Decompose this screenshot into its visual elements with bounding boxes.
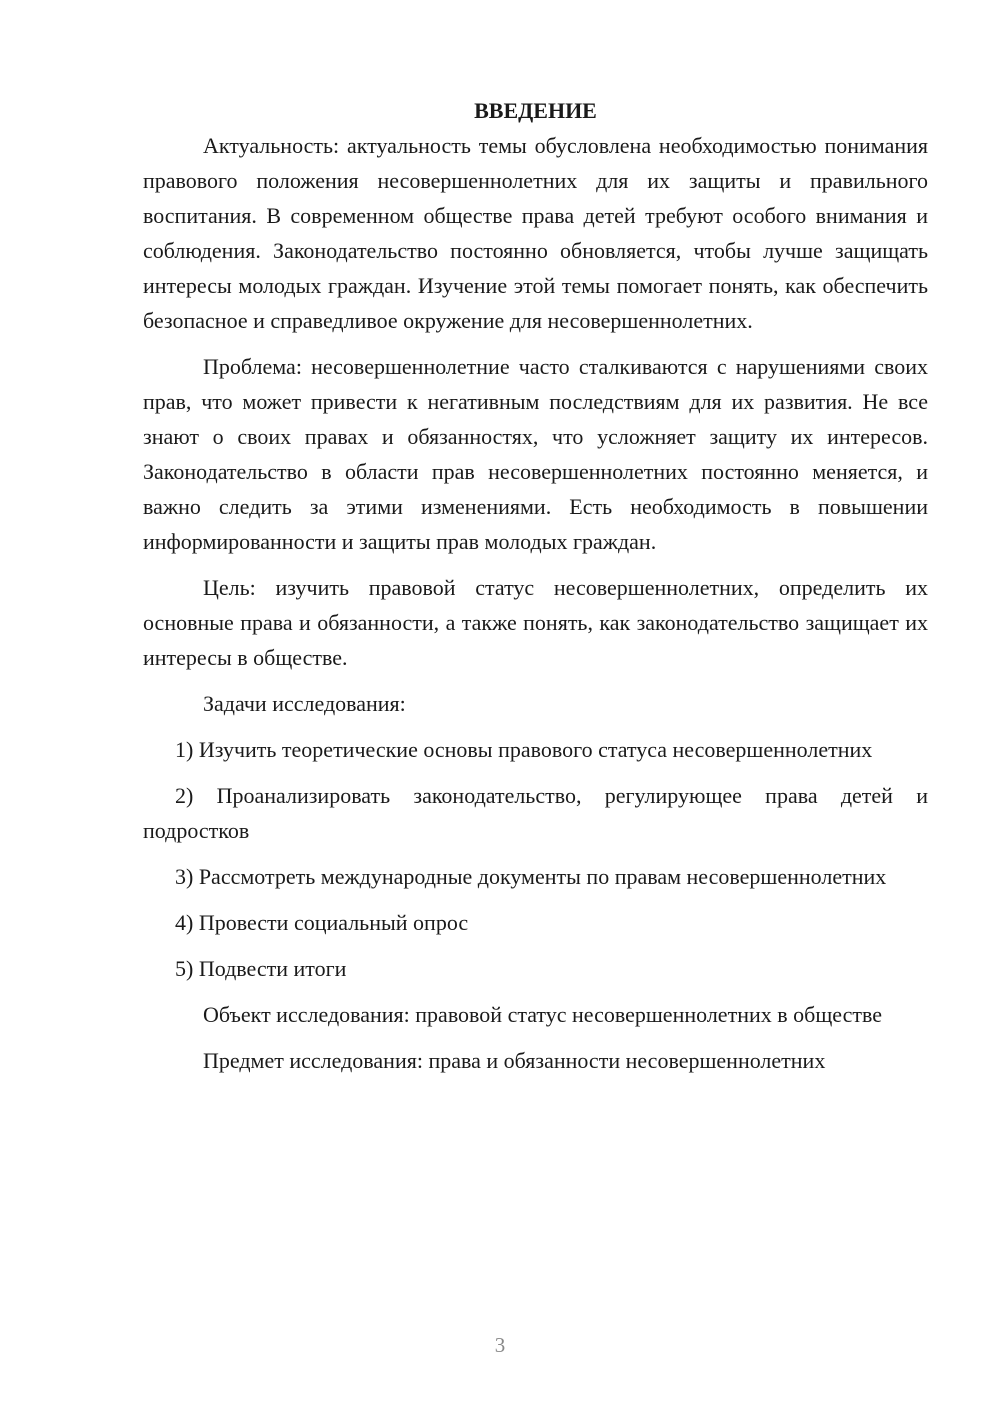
tasks-heading: Задачи исследования:	[203, 691, 406, 716]
relevance-paragraph: Актуальность: актуальность темы обусловлена необходимостью понимания правового положения несовершеннолетних для их защиты и правильного воспитания. В современном обществе права детей требуют особого внимания и соблюдения. Законодательство постоянно обновляется, чтобы лучше защищать интересы молодых граждан. Изучение этой темы помогает понять, как обеспечить безопасное и справедливое окружение для несовершеннолетних.	[143, 133, 928, 333]
problem-paragraph: Проблема: несовершеннолетние часто сталкиваются с нарушениями своих прав, что может привести к негативным последствиям для их развития. Не все знают о своих правах и обязанностях, что усложняет защиту их интересов. Законодательство в области прав несовершеннолетних постоянно меняется, и важно следить за этими изменениями. Есть необходимость в повышении информированности и защиты прав молодых граждан.	[143, 354, 928, 554]
task-item: 4) Провести социальный опрос	[175, 910, 469, 935]
goal-paragraph: Цель: изучить правовой статус несовершеннолетних, определить их основные права и обязанности, а также понять, как законодательство защищает их интересы в обществе.	[143, 575, 928, 670]
document-page	[143, 93, 928, 1089]
subject-paragraph: Предмет исследования: права и обязанности несовершеннолетних	[203, 1048, 826, 1073]
task-item: 1) Изучить теоретические основы правового статуса несовершеннолетних	[175, 737, 873, 762]
task-item: 3) Рассмотреть международные документы по правам несовершеннолетних	[175, 864, 887, 889]
page-number: 3	[494, 1333, 506, 1357]
task-item: 5) Подвести итоги	[175, 956, 347, 981]
object-paragraph: Объект исследования: правовой статус несовершеннолетних в обществе	[203, 1002, 882, 1027]
task-item: 2) Проанализировать законодательство, регулирующее права детей и подростков	[143, 783, 928, 843]
section-title: ВВЕДЕНИЕ	[474, 98, 597, 123]
